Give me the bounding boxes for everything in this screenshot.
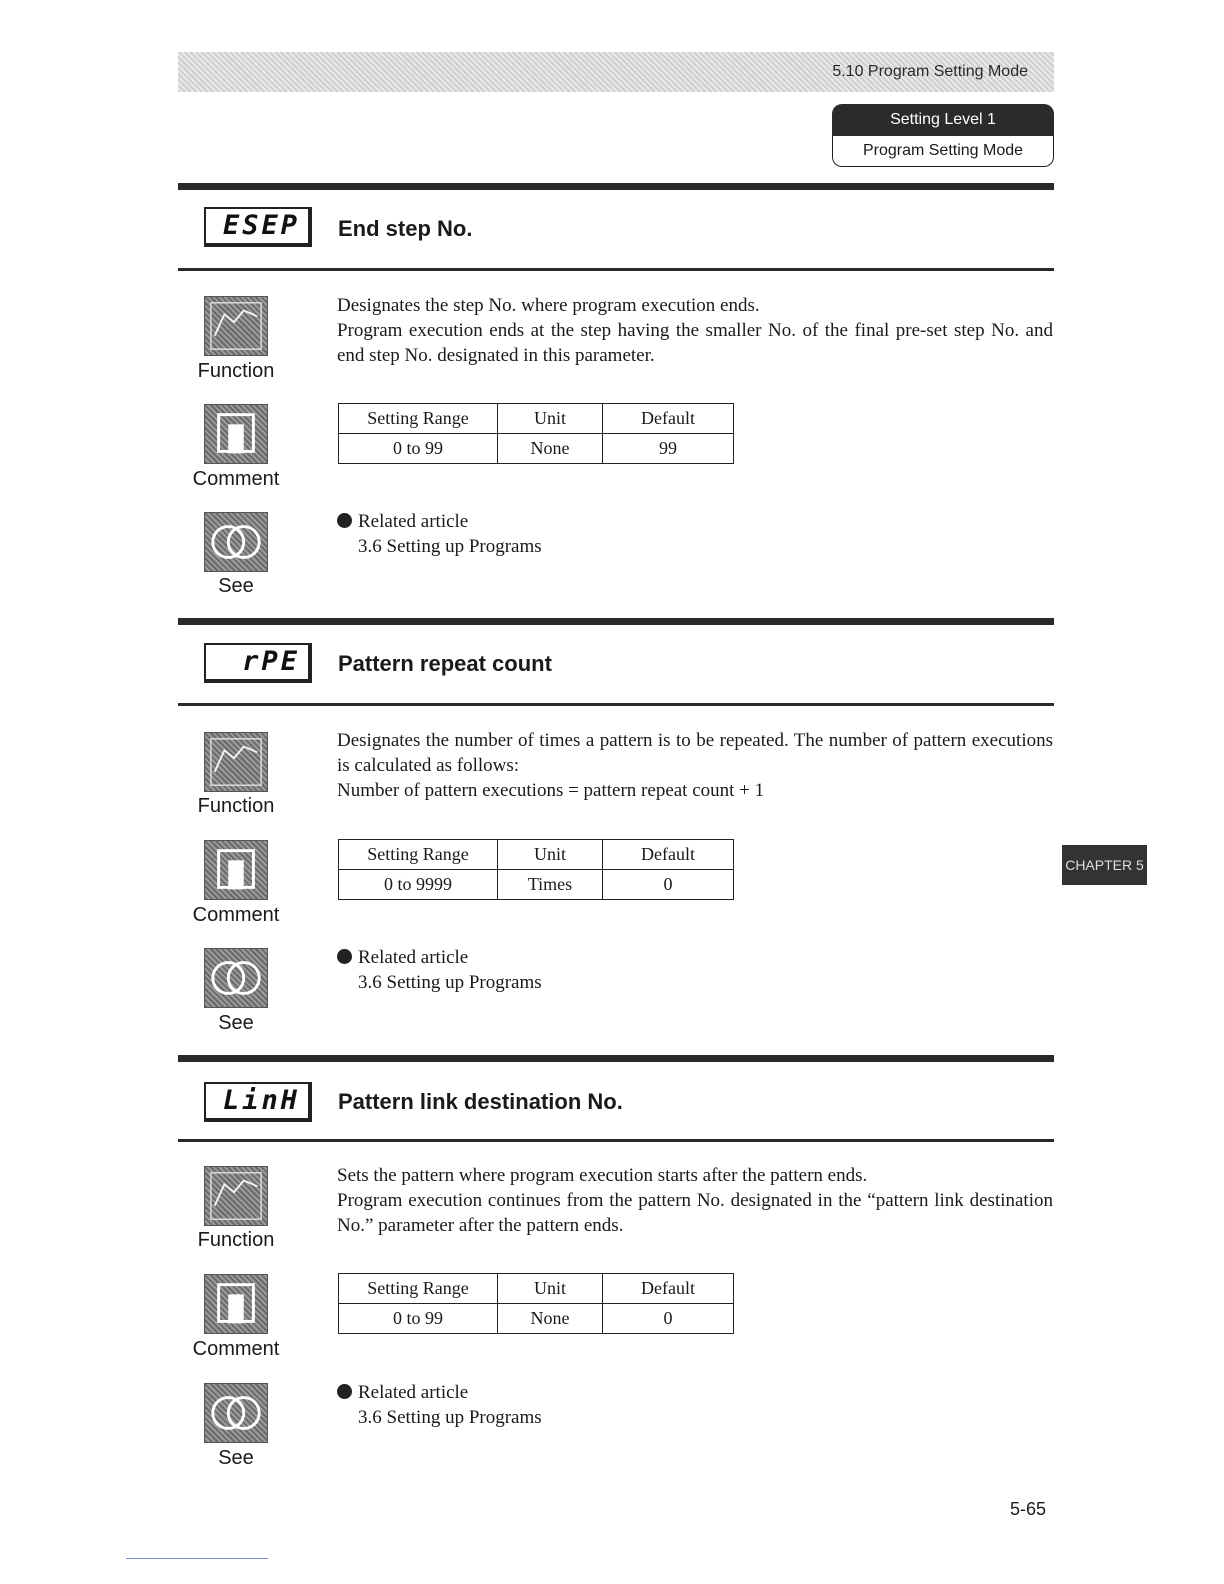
see-label: See <box>218 1447 254 1469</box>
section-divider <box>178 618 1054 625</box>
description-line: Program execution ends at the step having the smaller No. of the final pre-set step No. and end step No. designated in this parameter. <box>337 320 1053 366</box>
function-label: Function <box>197 795 275 817</box>
related-label: Related article <box>358 511 469 532</box>
default-value: 0 <box>603 870 734 900</box>
unit-value: None <box>498 1304 603 1334</box>
header-default: Default <box>603 1274 734 1304</box>
related-article <box>337 509 542 559</box>
comment-icon <box>204 404 268 464</box>
default-value: 0 <box>603 1304 734 1334</box>
header-unit: Unit <box>498 840 603 870</box>
description-line: Designates the step No. where program execution ends. <box>337 295 760 316</box>
function-label: Function <box>197 360 275 382</box>
comment-icon <box>204 840 268 900</box>
setting-range-value: 0 to 99 <box>339 434 498 464</box>
comment-label: Comment <box>192 1338 280 1360</box>
header-band <box>178 52 1054 92</box>
parameter-title: Pattern repeat count <box>338 651 552 676</box>
parameter-title: Pattern link destination No. <box>338 1089 623 1114</box>
settings-table <box>338 403 734 464</box>
unit-value: None <box>498 434 603 464</box>
setting-level-title: Setting Level 1 <box>832 104 1054 136</box>
header-unit: Unit <box>498 1274 603 1304</box>
bullet-icon <box>337 513 352 528</box>
related-label: Related article <box>358 1382 469 1403</box>
section-divider <box>178 183 1054 190</box>
setting-level-box <box>832 104 1054 168</box>
parameter-description <box>337 1163 1053 1238</box>
lcd-code-display: rPE <box>204 643 312 683</box>
header-setting-range: Setting Range <box>339 1274 498 1304</box>
unit-value: Times <box>498 870 603 900</box>
header-default: Default <box>603 840 734 870</box>
related-reference: 3.6 Setting up Programs <box>358 972 542 993</box>
description-line: Number of pattern executions = pattern repeat count + 1 <box>337 780 765 801</box>
lcd-code-display: ESEP <box>204 207 312 247</box>
parameter-title: End step No. <box>338 216 473 241</box>
header-setting-range: Setting Range <box>339 404 498 434</box>
comment-icon <box>204 1274 268 1334</box>
related-reference: 3.6 Setting up Programs <box>358 536 542 557</box>
related-label: Related article <box>358 947 469 968</box>
description-line: Designates the number of times a pattern is to be repeated. The number of pattern executions is calculated as follows: <box>337 730 1053 776</box>
related-article <box>337 945 542 995</box>
lcd-code-display: LinH <box>204 1082 312 1122</box>
header-default: Default <box>603 404 734 434</box>
title-underline <box>178 268 1054 271</box>
header-setting-range: Setting Range <box>339 840 498 870</box>
settings-table <box>338 1273 734 1334</box>
chapter-tab: CHAPTER 5 <box>1062 845 1147 885</box>
section-divider <box>178 1055 1054 1062</box>
related-reference: 3.6 Setting up Programs <box>358 1407 542 1428</box>
see-icon <box>204 512 268 572</box>
parameter-description <box>337 293 1053 368</box>
bullet-icon <box>337 1384 352 1399</box>
see-label: See <box>218 575 254 597</box>
title-underline <box>178 1139 1054 1142</box>
setting-range-value: 0 to 99 <box>339 1304 498 1334</box>
parameter-description <box>337 728 1053 803</box>
settings-table <box>338 839 734 900</box>
function-label: Function <box>197 1229 275 1251</box>
see-icon <box>204 1383 268 1443</box>
footer-line <box>126 1558 268 1559</box>
setting-level-mode: Program Setting Mode <box>832 136 1054 167</box>
default-value: 99 <box>603 434 734 464</box>
description-line: Sets the pattern where program execution starts after the pattern ends. <box>337 1165 868 1186</box>
function-icon <box>204 732 268 792</box>
section-title: 5.10 Program Setting Mode <box>832 63 1028 80</box>
see-icon <box>204 948 268 1008</box>
see-label: See <box>218 1012 254 1034</box>
setting-range-value: 0 to 9999 <box>339 870 498 900</box>
header-unit: Unit <box>498 404 603 434</box>
page-number: 5-65 <box>1010 1499 1047 1519</box>
title-underline <box>178 703 1054 706</box>
comment-label: Comment <box>192 468 280 490</box>
function-icon <box>204 296 268 356</box>
comment-label: Comment <box>192 904 280 926</box>
related-article <box>337 1380 542 1430</box>
function-icon <box>204 1166 268 1226</box>
description-line: Program execution continues from the pattern No. designated in the “pattern link destination No.” parameter after the pattern ends. <box>337 1190 1053 1236</box>
bullet-icon <box>337 949 352 964</box>
